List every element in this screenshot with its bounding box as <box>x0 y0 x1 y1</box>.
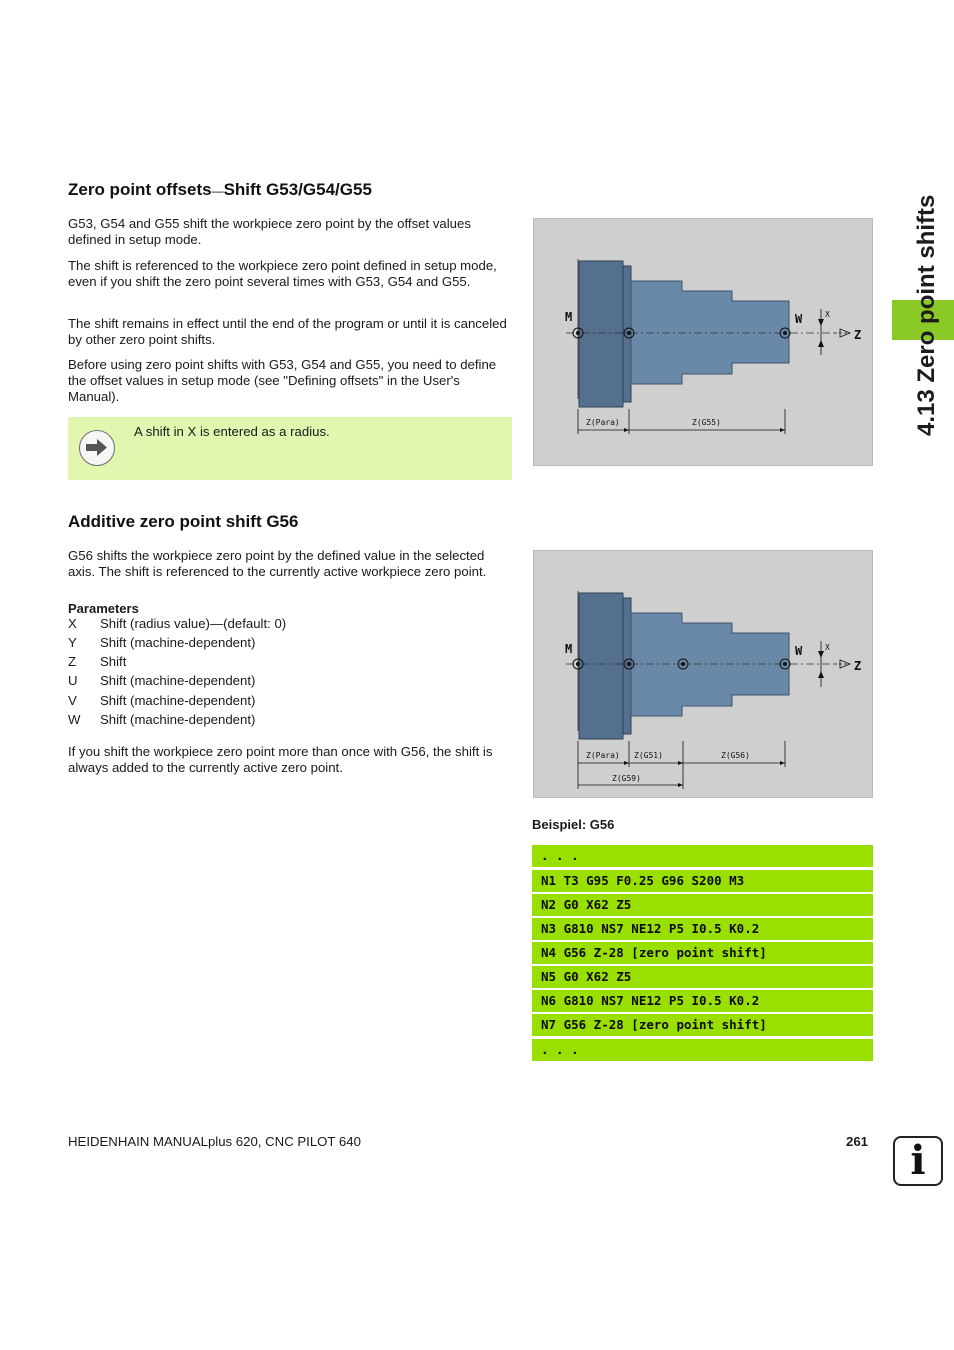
param-desc: Shift (machine-dependent) <box>100 673 256 688</box>
param-desc: Shift (radius value)—(default: 0) <box>100 616 287 631</box>
dim-z-para: Z(Para) <box>586 418 620 427</box>
code-line: . . . <box>532 845 873 867</box>
code-line: N6 G810 NS7 NE12 P5 I0.5 K0.2 <box>532 990 873 1012</box>
param-desc: Shift <box>100 654 127 669</box>
parameters-title: Parameters <box>68 601 139 616</box>
dim-z-g56: Z(G56) <box>721 751 750 760</box>
section-heading-g56: Additive zero point shift G56 <box>68 512 299 531</box>
param-key: U <box>68 673 78 688</box>
label-axis-z: Z <box>854 659 862 673</box>
code-line: N1 T3 G95 F0.25 G96 S200 M3 <box>532 870 873 892</box>
label-workpiece-zero: W <box>795 312 803 326</box>
arrow-right-icon <box>79 430 115 466</box>
footer-manual-title: HEIDENHAIN MANUALplus 620, CNC PILOT 640 <box>68 1134 361 1149</box>
code-line: N2 G0 X62 Z5 <box>532 894 873 916</box>
code-line: . . . <box>532 1039 873 1061</box>
chapter-title-vertical: 4.13 Zero point shifts <box>913 194 940 436</box>
figure-additive-shift <box>533 550 873 798</box>
code-line: N4 G56 Z-28 [zero point shift] <box>532 942 873 964</box>
param-desc: Shift (machine-dependent) <box>100 712 256 727</box>
param-desc: Shift (machine-dependent) <box>100 693 256 708</box>
dim-z-g51: Z(G51) <box>634 751 663 760</box>
label-workpiece-zero: W <box>795 644 803 658</box>
section-heading-shift-g53-g54-g55 <box>68 180 372 200</box>
heading-part2: Shift G53/G54/G55 <box>223 180 372 199</box>
note-box <box>68 417 512 480</box>
param-key: W <box>68 712 81 727</box>
param-key: X <box>68 616 77 631</box>
info-icon <box>893 1136 943 1186</box>
page-number: 261 <box>846 1134 869 1149</box>
heading-dash: — <box>211 184 224 198</box>
label-machine-zero: M <box>565 642 573 656</box>
label-axis-x: X <box>825 310 830 319</box>
paragraph-g56-closing: If you shift the workpiece zero point more than once with G56, the shift is always added to the currently active zero point. <box>68 744 493 775</box>
dim-z-para: Z(Para) <box>586 751 620 760</box>
paragraph-duration: The shift remains in effect until the end of the program or until it is canceled by other zero point shifts. <box>68 316 507 347</box>
info-glyph: i <box>910 1137 926 1184</box>
dim-z-g59: Z(G59) <box>612 774 641 783</box>
heading-part1: Zero point offsets <box>68 180 212 199</box>
param-key: Y <box>68 635 77 650</box>
param-key: Z <box>68 654 77 669</box>
label-axis-z: Z <box>854 328 862 342</box>
param-key: V <box>68 693 77 708</box>
label-axis-x: X <box>825 643 830 652</box>
dim-z-g55: Z(G55) <box>692 418 721 427</box>
example-title: Beispiel: G56 <box>532 817 615 832</box>
code-line: N7 G56 Z-28 [zero point shift] <box>532 1014 873 1036</box>
paragraph-intro: G53, G54 and G55 shift the workpiece zero point by the offset values defined in setup mode. <box>68 216 471 247</box>
label-machine-zero: M <box>565 310 573 324</box>
paragraph-reference: The shift is referenced to the workpiece zero point defined in setup mode, even if you shift the zero point several times with G53, G54 and G55. <box>68 258 497 289</box>
code-line: N5 G0 X62 Z5 <box>532 966 873 988</box>
code-line: N3 G810 NS7 NE12 P5 I0.5 K0.2 <box>532 918 873 940</box>
figure-zero-point-offsets <box>533 218 873 466</box>
note-text: A shift in X is entered as a radius. <box>134 424 330 439</box>
param-desc: Shift (machine-dependent) <box>100 635 256 650</box>
paragraph-setup: Before using zero point shifts with G53, G54 and G55, you need to define the offset values in setup mode (see "Defining offsets" in the User's Manual). <box>68 357 497 404</box>
paragraph-g56-intro: G56 shifts the workpiece zero point by the defined value in the selected axis. The shift is referenced to the currently active workpiece zero point. <box>68 548 487 579</box>
